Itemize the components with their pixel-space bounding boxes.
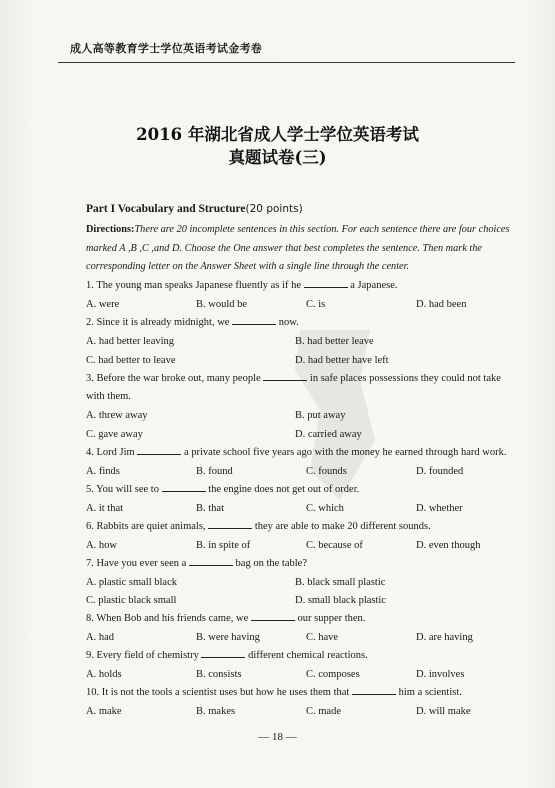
answer-option: D. carried away <box>295 428 362 440</box>
question-number: 6. <box>86 520 94 532</box>
part-title: Part I Vocabulary and Structure <box>86 203 246 215</box>
question-text-before: Since it is already midnight, we <box>96 317 230 328</box>
question-stem <box>86 481 526 500</box>
page-number: — 18 — <box>258 731 297 743</box>
answer-option: A. it that <box>86 502 124 514</box>
part-points: (20 points) <box>245 203 303 215</box>
question-text-before: The young man speaks Japanese fluently as if he <box>96 280 302 291</box>
answer-option: B. put away <box>295 410 346 422</box>
question-item <box>86 370 526 444</box>
exam-subtitle: 真题试卷(三) <box>228 148 327 167</box>
question-stem <box>86 444 526 463</box>
question-item <box>86 481 526 518</box>
question-item <box>86 647 526 684</box>
question-text-continued: with them. <box>86 391 131 402</box>
question-text-before: Every field of chemistry <box>96 650 199 661</box>
part-heading <box>86 203 303 215</box>
answer-option: D. involves <box>416 669 465 681</box>
question-text-after: a Japanese. <box>350 280 398 291</box>
question-text-after: different chemical reactions. <box>248 650 368 661</box>
answer-option: D. will make <box>416 706 471 718</box>
directions-text: There are 20 incomplete sentences in this section. For each sentence there are four choices marked A ,B ,C ,and D. Choose the One answer that best completes the sentence. Then mark the corresponding letter on the Answer Sheet with a single line through the center. <box>86 224 510 273</box>
question-item <box>86 444 526 481</box>
answer-option: A. how <box>86 539 117 551</box>
question-number: 5. <box>86 483 94 495</box>
question-item <box>86 555 526 611</box>
answer-option: B. consists <box>196 669 242 681</box>
question-text-after: our supper then. <box>297 613 366 624</box>
question-item <box>86 610 526 647</box>
answer-option: A. had <box>86 632 114 644</box>
question-item <box>86 314 526 370</box>
question-stem <box>86 518 526 537</box>
answer-option: A. threw away <box>86 410 148 422</box>
answer-blank <box>189 555 233 566</box>
question-item <box>86 518 526 555</box>
answer-option: B. were having <box>196 632 260 644</box>
question-list <box>86 277 526 721</box>
exam-title: 2016 年湖北省成人学士学位英语考试 <box>136 125 419 144</box>
option-row <box>86 629 526 648</box>
answer-blank <box>162 481 206 492</box>
directions-label: Directions: <box>86 224 135 235</box>
option-row <box>86 536 526 555</box>
question-text-after: bag on the table? <box>235 557 307 569</box>
option-row <box>86 407 526 426</box>
answer-blank <box>251 610 295 621</box>
question-item <box>86 277 526 314</box>
answer-option: C. founds <box>306 465 347 477</box>
question-text-before: Rabbits are quiet animals, <box>96 520 206 532</box>
answer-option: C. is <box>306 299 326 311</box>
answer-option: B. had better leave <box>295 336 374 348</box>
question-text-before: When Bob and his friends came, we <box>96 613 249 624</box>
question-stem <box>86 684 526 703</box>
answer-option: C. because of <box>306 539 363 551</box>
option-row <box>86 592 526 611</box>
answer-option: A. had better leaving <box>86 336 175 348</box>
answer-option: D. whether <box>416 502 463 514</box>
question-stem <box>86 610 526 629</box>
answer-option: D. had been <box>416 299 467 311</box>
question-text-after: they are able to make 20 different sounds. <box>254 520 431 532</box>
option-row <box>86 703 526 722</box>
question-text-before: Lord Jim <box>96 446 135 458</box>
answer-option: D. even though <box>416 539 481 551</box>
question-stem <box>86 277 526 296</box>
answer-option: C. which <box>306 502 344 514</box>
answer-option: C. made <box>306 706 341 718</box>
question-text-before: Have you ever seen a <box>96 557 187 569</box>
question-text-before: It is not the tools a scientist uses but how he uses them that <box>101 687 350 698</box>
question-number: 2. <box>86 317 94 328</box>
question-stem <box>86 314 526 333</box>
answer-option: B. would be <box>196 299 248 311</box>
question-text-after: in safe places possessions they could not take <box>309 372 501 384</box>
question-stem <box>86 647 526 666</box>
answer-blank <box>232 314 276 325</box>
option-row <box>86 462 526 481</box>
directions-paragraph <box>86 221 524 277</box>
answer-blank <box>208 518 252 529</box>
answer-option: D. had better have left <box>295 354 389 366</box>
option-row <box>86 499 526 518</box>
answer-option: B. found <box>196 465 233 477</box>
question-item <box>86 684 526 721</box>
answer-blank <box>201 647 245 658</box>
answer-blank <box>137 444 181 455</box>
answer-blank <box>304 277 348 288</box>
answer-option: A. plastic small black <box>86 576 177 588</box>
answer-option: A. finds <box>86 465 120 477</box>
answer-option: D. founded <box>416 465 464 477</box>
running-header: 成人高等教育学士学位英语考试金考卷 <box>70 42 263 55</box>
question-stem <box>86 555 526 574</box>
answer-option: D. small black plastic <box>295 595 386 607</box>
answer-option: C. plastic black small <box>86 595 177 607</box>
answer-option: C. had better to leave <box>86 354 176 366</box>
question-number: 9. <box>86 650 94 661</box>
question-text-after: now. <box>278 317 299 328</box>
option-row <box>86 333 526 352</box>
answer-option: A. were <box>86 299 120 311</box>
question-number: 3. <box>86 372 94 384</box>
option-row <box>86 573 526 592</box>
option-row <box>86 351 526 370</box>
answer-blank <box>352 684 396 695</box>
answer-option: D. are having <box>416 632 473 644</box>
answer-option: A. make <box>86 706 122 718</box>
option-row <box>86 425 526 444</box>
answer-option: B. makes <box>196 706 236 718</box>
header-rule <box>58 62 515 63</box>
question-text-before: Before the war broke out, many people <box>96 372 261 384</box>
question-number: 4. <box>86 446 94 458</box>
question-text-before: You will see to <box>96 483 159 495</box>
question-number: 8. <box>86 613 94 624</box>
answer-option: C. composes <box>306 669 360 681</box>
question-stem <box>86 370 526 389</box>
option-row <box>86 296 526 315</box>
answer-option: C. have <box>306 632 339 644</box>
answer-option: B. in spite of <box>196 539 251 551</box>
answer-blank <box>263 370 307 381</box>
option-row <box>86 666 526 685</box>
answer-option: C. gave away <box>86 428 143 440</box>
question-text-after: a private school five years ago with the money he earned through hard work. <box>183 446 507 458</box>
question-text-after: the engine does not get out of order. <box>208 483 360 495</box>
question-number: 10. <box>86 687 100 698</box>
answer-option: B. that <box>196 502 224 514</box>
question-number: 1. <box>86 280 94 291</box>
answer-option: A. holds <box>86 669 122 681</box>
question-number: 7. <box>86 557 94 569</box>
question-text-after: him a scientist. <box>398 687 462 698</box>
answer-option: B. black small plastic <box>295 576 386 588</box>
